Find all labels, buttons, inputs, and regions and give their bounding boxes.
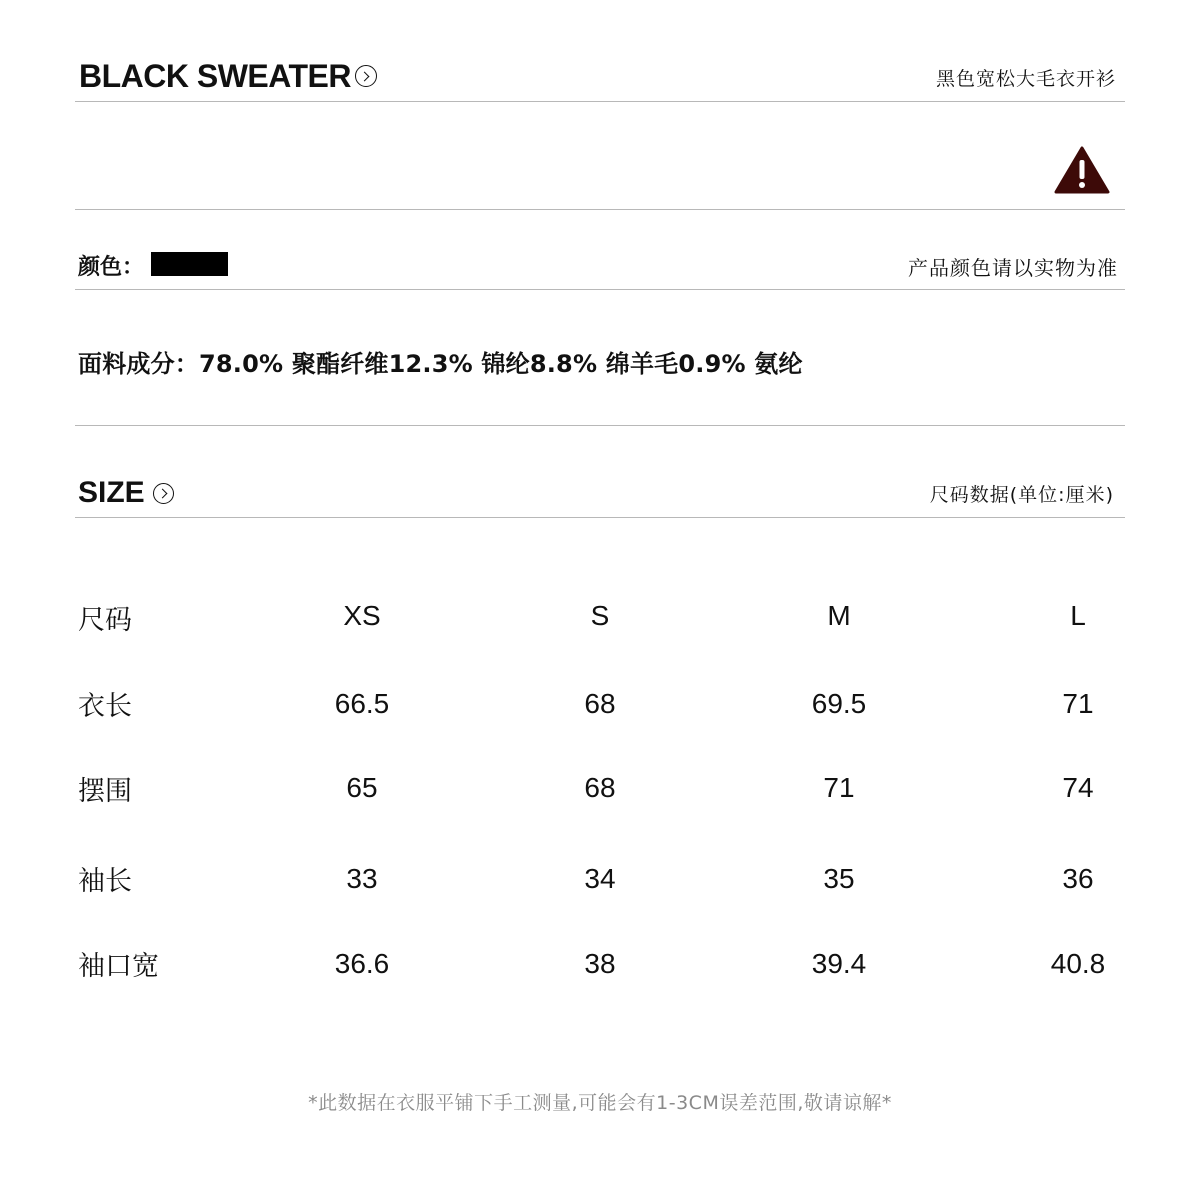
color-label: 颜色：: [78, 255, 145, 280]
table-cell: 33: [346, 863, 378, 894]
size-title-text: SIZE: [78, 476, 145, 509]
table-cell: 35: [823, 863, 855, 894]
table-row-label: 袖口宽: [78, 951, 159, 982]
color-swatch: [151, 252, 228, 276]
color-note: 产品颜色请以实物为准: [908, 256, 1118, 280]
table-cell: 34: [584, 863, 616, 894]
table-row-label: 袖长: [78, 866, 132, 897]
divider: [75, 517, 1125, 518]
chevron-right-circle-icon: [355, 65, 377, 87]
table-header-s: S: [590, 600, 610, 631]
table-cell: 66.5: [334, 688, 390, 719]
warning-triangle-icon: [1054, 146, 1110, 194]
fabric-composition: 面料成分：78.0% 聚酯纤维12.3% 锦纶8.8% 绵羊毛0.9% 氨纶: [78, 350, 803, 378]
table-cell: 38: [584, 948, 616, 979]
divider: [75, 209, 1125, 210]
table-cell: 71: [1062, 688, 1094, 719]
table-cell: 68: [584, 688, 616, 719]
table-cell: 68: [584, 772, 616, 803]
divider: [75, 101, 1125, 102]
size-unit-note: 尺码数据(单位:厘米): [929, 484, 1114, 506]
size-title: [78, 476, 174, 510]
table-header-m: M: [827, 600, 851, 631]
divider: [75, 289, 1125, 290]
table-cell: 71: [823, 772, 855, 803]
table-cell: 65: [346, 772, 378, 803]
table-cell: 36: [1062, 863, 1094, 894]
product-subtitle: 黑色宽松大毛衣开衫: [935, 68, 1116, 90]
page-title: [79, 58, 377, 94]
table-cell: 74: [1062, 772, 1094, 803]
table-row-label: 衣长: [78, 691, 132, 722]
table-cell: 69.5: [811, 688, 867, 719]
table-cell: 36.6: [334, 948, 390, 979]
table-header-label: 尺码: [78, 605, 132, 636]
table-row-label: 摆围: [78, 776, 132, 807]
table-cell: 39.4: [811, 948, 867, 979]
chevron-right-circle-icon: [153, 483, 174, 504]
table-cell: 40.8: [1050, 948, 1106, 979]
divider: [75, 425, 1125, 426]
page-title-text: BLACK SWEATER: [79, 58, 351, 94]
table-header-l: L: [1070, 600, 1086, 631]
measurement-footnote: *此数据在衣服平铺下手工测量,可能会有1-3CM误差范围,敬请谅解*: [308, 1092, 892, 1114]
table-header-xs: XS: [343, 600, 381, 631]
